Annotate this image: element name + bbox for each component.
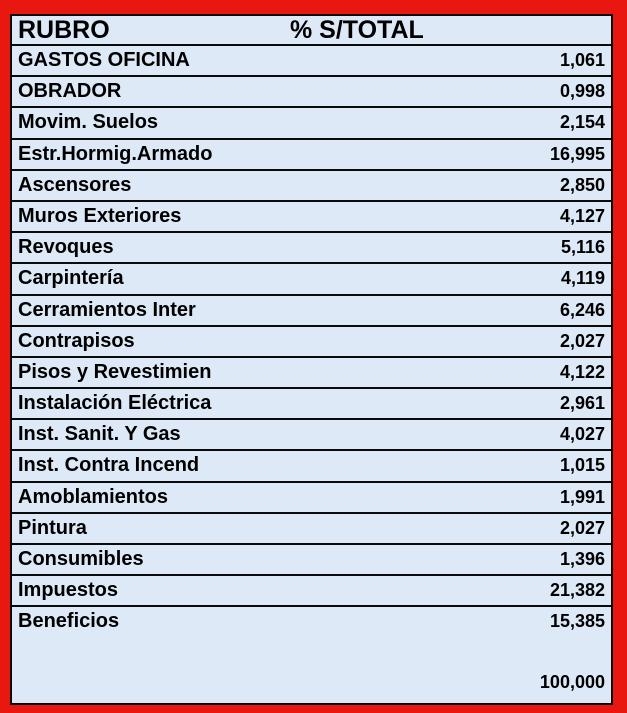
rubro-name: Muros Exteriores [18,204,182,227]
table-row [12,451,611,482]
table-row [12,171,611,202]
rubro-percent: 2,850 [559,174,605,195]
rubro-percent: 2,027 [559,330,605,351]
table-row [12,483,611,514]
table-row [12,140,611,171]
rubro-percent: 1,991 [559,486,605,507]
table-row [12,420,611,451]
rubro-name: Inst. Contra Incend [18,454,200,477]
rubro-percent: 1,061 [559,50,605,70]
rubro-name: Pintura [18,516,87,539]
grand-total: 100,000 [539,672,605,692]
rubro-percent: 1,015 [559,455,605,476]
rubro-name: Impuestos [18,579,119,602]
table-row [12,233,611,264]
rubro-name: Revoques [18,236,114,259]
rubro-percent: 2,027 [559,517,605,538]
rubro-percent: 2,961 [559,393,605,414]
rubro-name: Contrapisos [18,329,135,352]
table-row [12,108,611,139]
table-row [12,514,611,545]
rubro-name: Movim. Suelos [18,111,159,134]
rubro-percent: 4,127 [559,205,605,226]
table-header [12,16,611,46]
rubro-percent: 6,246 [559,299,605,320]
header-rubro: RUBRO [18,16,110,44]
rubro-name: Cerramientos Inter [18,298,196,321]
rubro-percent: 1,396 [559,549,605,569]
table-row [12,607,611,638]
rubro-percent: 2,154 [559,112,605,133]
rubro-percent: 4,027 [559,424,605,445]
rubro-name: Carpintería [18,267,124,290]
table-row [12,358,611,389]
rubro-name: Amoblamientos [18,485,169,508]
table-row [12,46,611,77]
rubro-name: OBRADOR [18,80,122,103]
table-row [12,389,611,420]
table-row [12,264,611,295]
table-row [12,77,611,108]
table-row [12,296,611,327]
rubro-name: GASTOS OFICINA [18,49,190,71]
rubro-name: Beneficios [18,610,120,633]
rubro-name: Estr.Hormig.Armado [18,142,213,165]
rubro-name: Ascensores [18,173,132,196]
rubro-name: Pisos y Revestimien [18,360,212,383]
table-row [12,327,611,358]
rubro-name: Instalación Eléctrica [18,392,212,415]
rubro-percent: 21,382 [549,580,605,601]
rubro-table [10,14,613,705]
rubro-name: Consumibles [18,548,144,570]
rubro-percent: 16,995 [549,143,605,164]
rubro-percent: 4,119 [560,268,605,289]
rubro-percent: 0,998 [559,81,605,102]
table-row [12,576,611,607]
rubro-name: Inst. Sanit. Y Gas [18,423,181,446]
header-percent-total: % S/TOTAL [290,16,424,44]
rubro-percent: 5,116 [560,237,605,258]
rubro-percent: 4,122 [559,361,605,382]
table-row [12,545,611,576]
rubro-percent: 15,385 [549,611,605,632]
table-row [12,202,611,233]
table-body [12,46,611,639]
